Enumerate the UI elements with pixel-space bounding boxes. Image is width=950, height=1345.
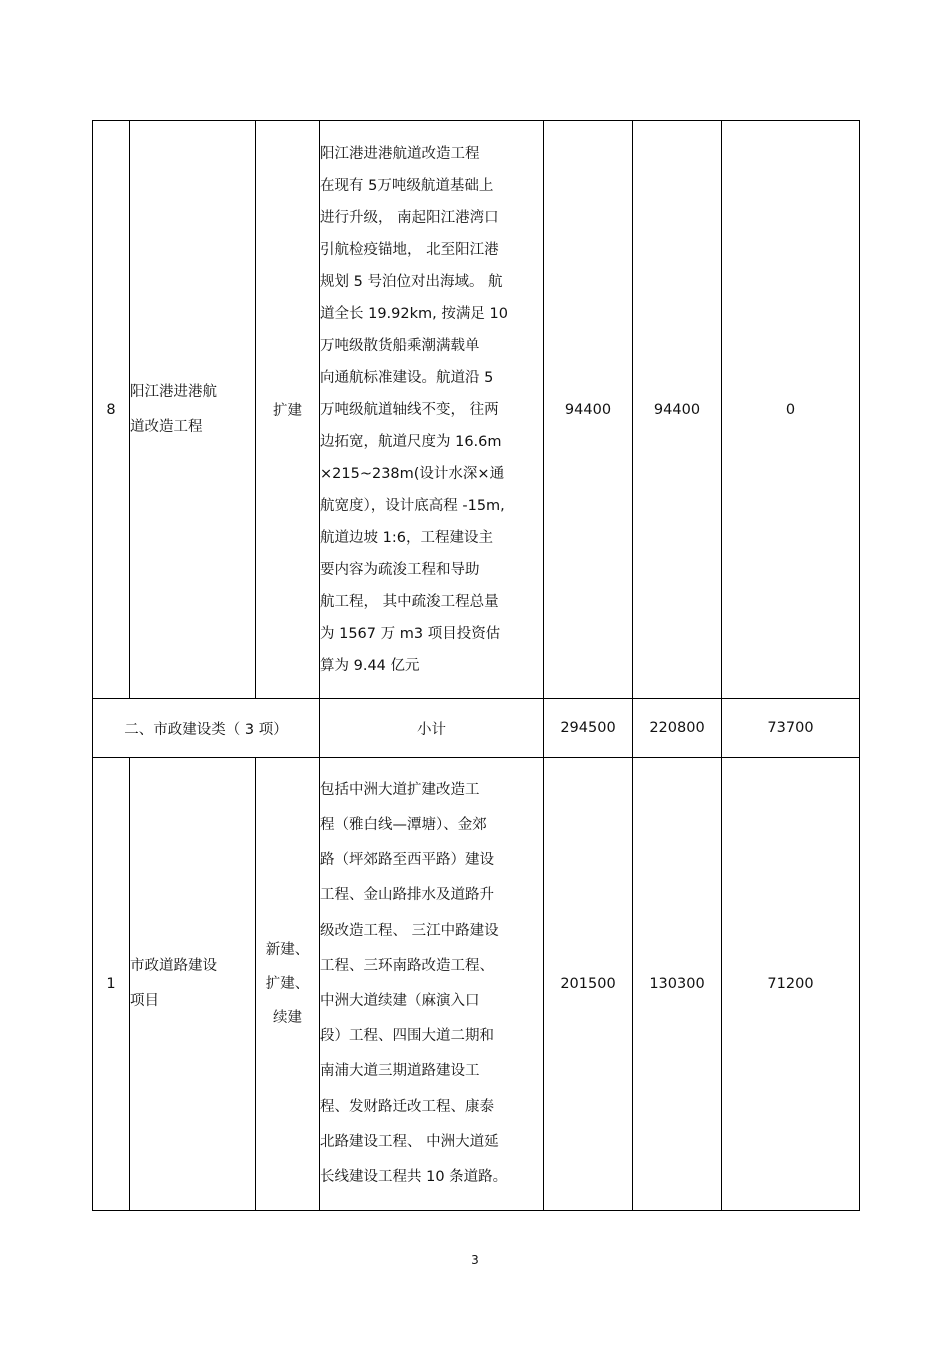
project-description	[320, 758, 544, 1211]
project-table	[92, 120, 860, 1211]
subtotal-total: 294500	[544, 699, 633, 758]
table-row	[93, 758, 860, 1211]
row-number: 1	[93, 758, 130, 1211]
project-description	[320, 121, 544, 699]
investment-col6: 130300	[633, 758, 722, 1211]
subtotal-col6: 220800	[633, 699, 722, 758]
project-name: 市政道路建设 项目	[130, 758, 256, 1211]
table-row	[93, 121, 860, 699]
category-row	[93, 699, 860, 758]
category-label: 二、市政建设类（ 3 项）	[93, 699, 320, 758]
project-type: 新建、 扩建、 续建	[256, 758, 320, 1211]
description-lines: 阳江港进港航道改造工程 在现有 5万吨级航道基础上 进行升级， 南起阳江港湾口 引航检疫锚地， 北至阳江港 规划 5 号泊位对出海域。 航 道全长 19.92km, 按满足 10 万吨级散货船乘潮满载单 向通航标准建设。航道沿 5 万吨级航道轴线不变， 往两 边拓宽，航道尺度为 16.6m ×215~238m(设计水深×通 航宽度），设计底高程 -15m, 航道边坡 1:6，工程建设主 要内容为疏浚工程和导助 航工程， 其中疏浚工程总量 为 1567 万 m3 项目投资估 算为 9.44 亿元	[320, 145, 508, 674]
subtotal-col7: 73700	[722, 699, 860, 758]
investment-col7: 71200	[722, 758, 860, 1211]
investment-col7: 0	[722, 121, 860, 699]
project-type: 扩建	[256, 121, 320, 699]
total-investment: 201500	[544, 758, 633, 1211]
project-name: 阳江港进港航 道改造工程	[130, 121, 256, 699]
row-number: 8	[93, 121, 130, 699]
investment-col6: 94400	[633, 121, 722, 699]
page-number: 3	[471, 1253, 479, 1267]
subtotal-label: 小计	[320, 699, 544, 758]
total-investment: 94400	[544, 121, 633, 699]
description-lines: 包括中洲大道扩建改造工 程（雅白线—潭塘）、金郊 路（坪郊路至西平路）建设 工程、金山路排水及道路升 级改造工程、 三江中路建设 工程、三环南路改造工程、 中洲大道续建（麻演入口 段）工程、四围大道二期和 南浦大道三期道路建设工 程、发财路迁改工程、康泰 北路建设工程、 中洲大道延 长线建设工程共 10 条道路。	[320, 781, 508, 1185]
